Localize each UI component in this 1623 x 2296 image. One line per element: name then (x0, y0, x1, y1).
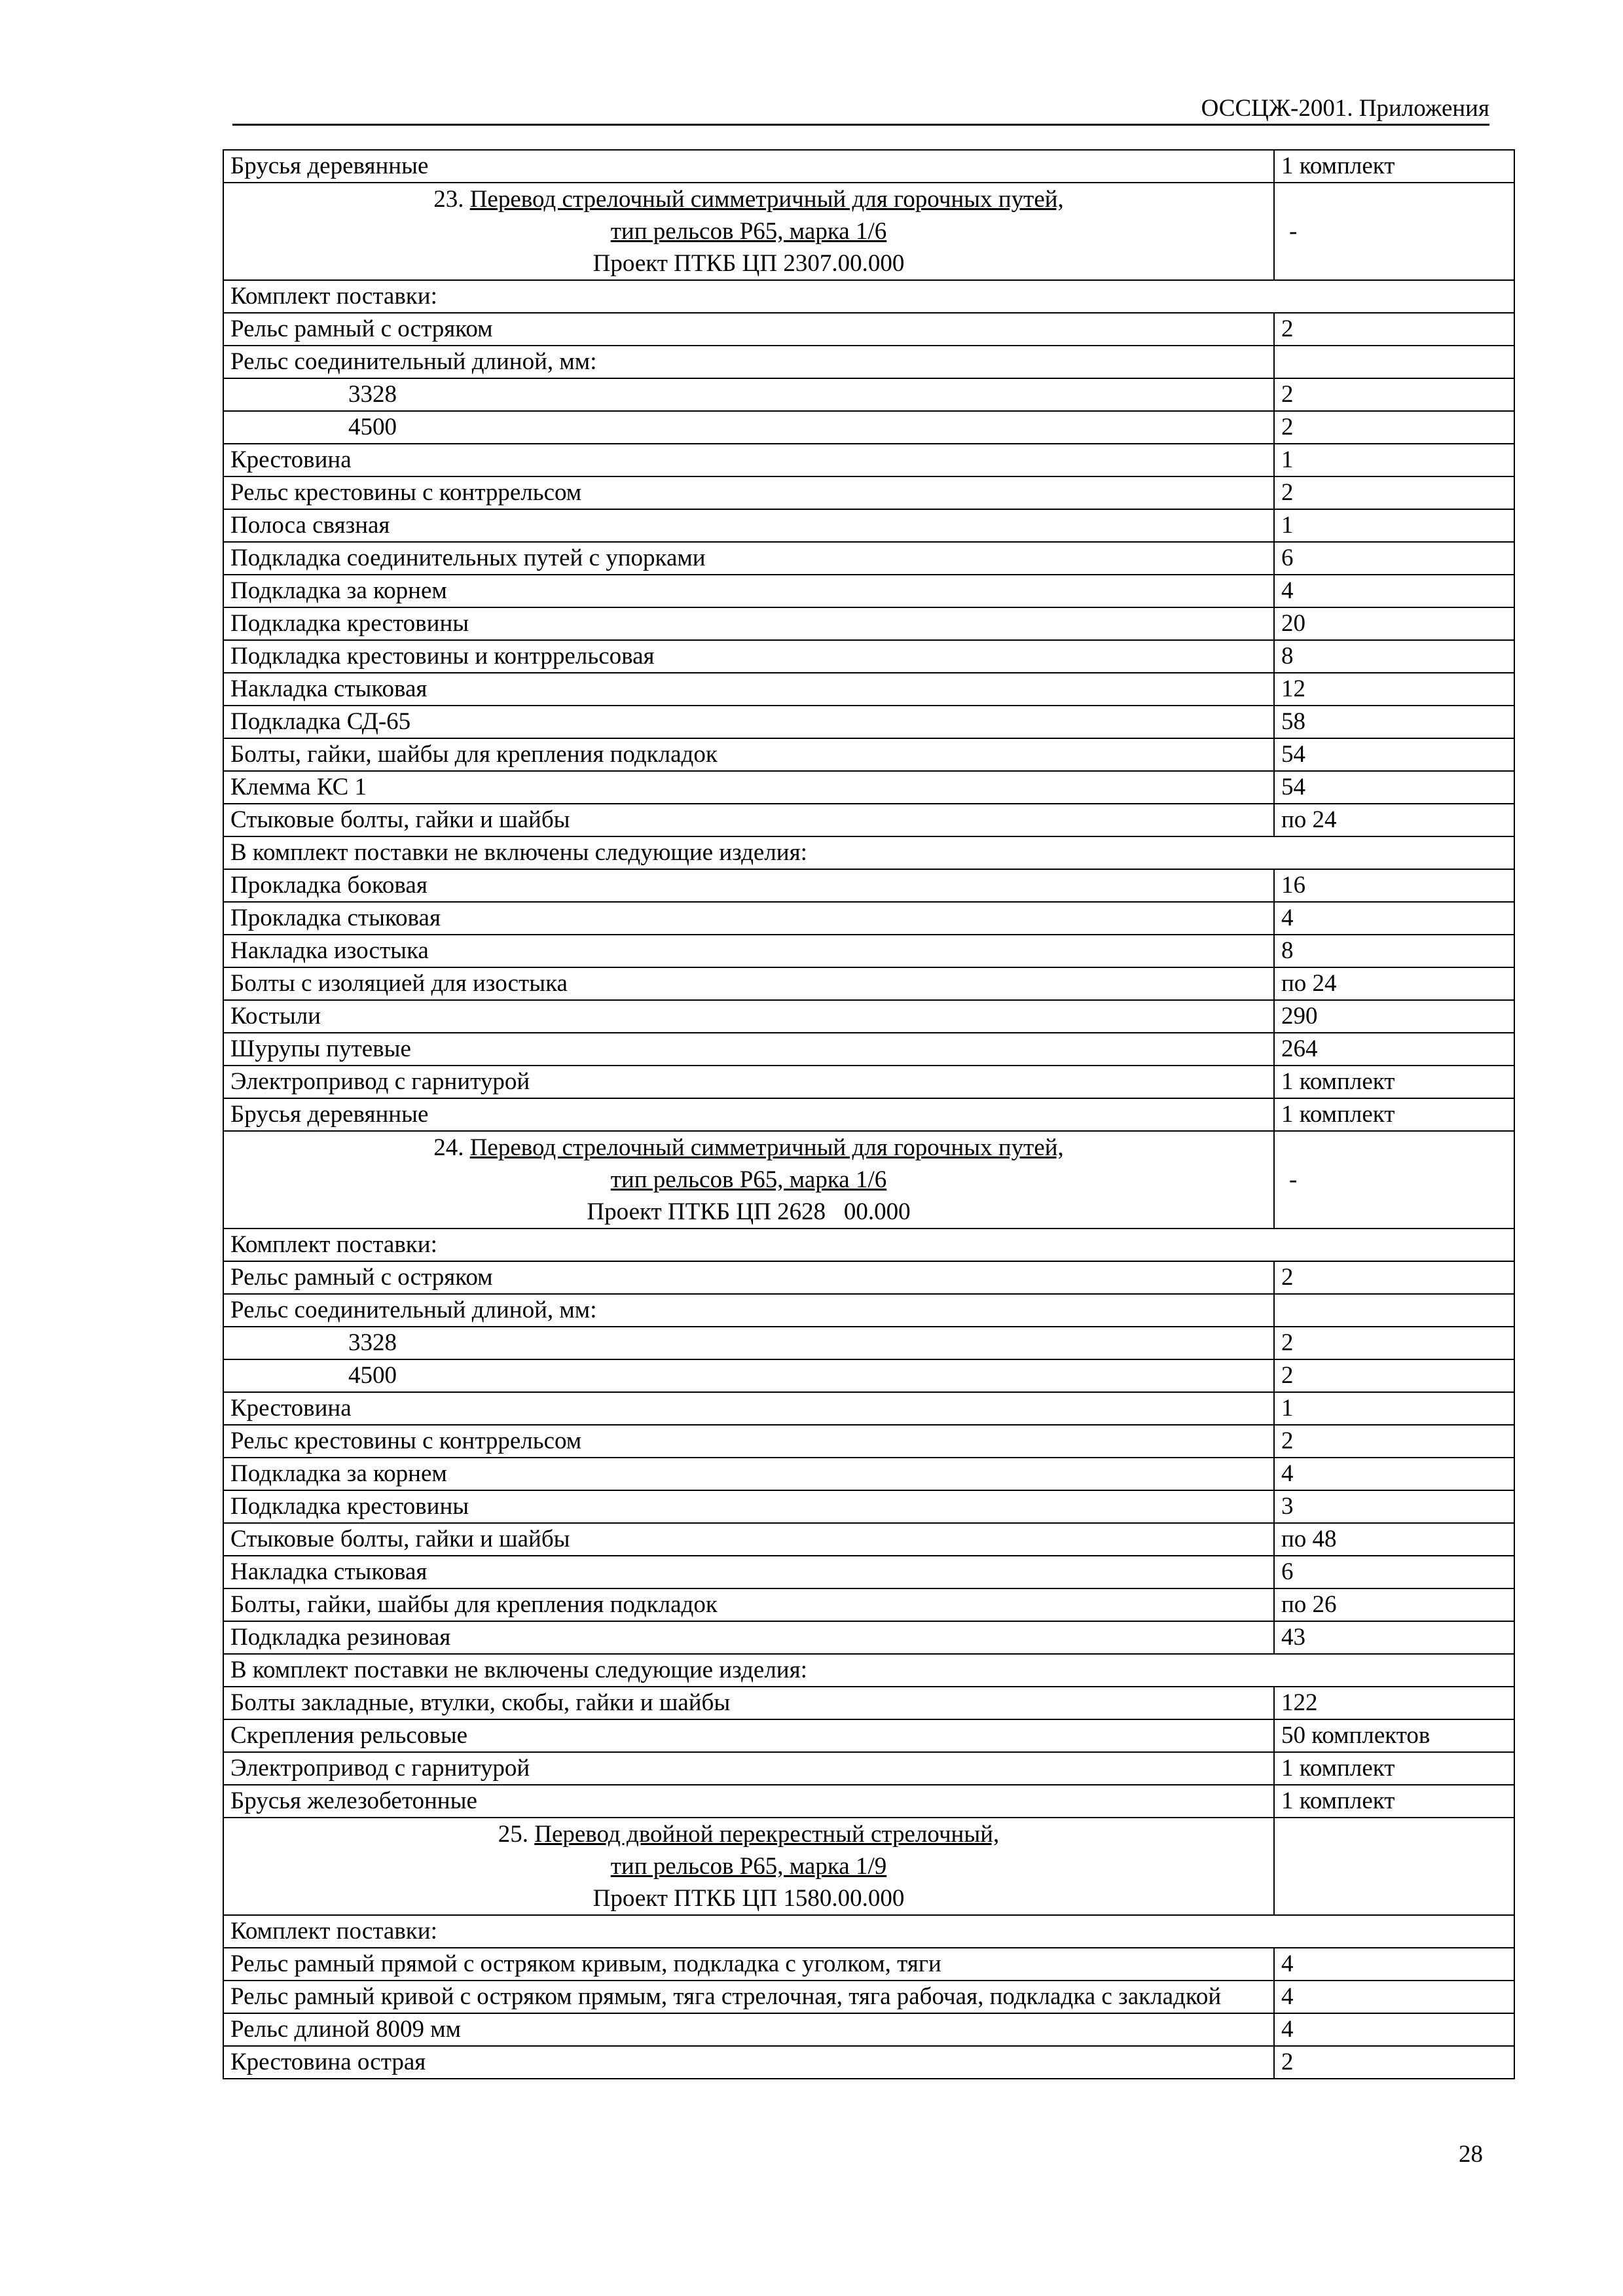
table-row (223, 1458, 1514, 1490)
section-project: Проект ПТКБ ЦП 1580.00.000 (593, 1885, 905, 1912)
table-row (223, 313, 1514, 346)
section-title (223, 183, 1274, 280)
item-value: 4 (1274, 1458, 1514, 1490)
table-row (223, 1981, 1514, 2013)
item-label: Брусья деревянные (223, 1098, 1274, 1131)
item-value: 2 (1274, 1261, 1514, 1294)
table-row (223, 1752, 1514, 1785)
item-value: 4 (1274, 1981, 1514, 2013)
section-title-row (223, 1818, 1514, 1915)
section-title-line2: тип рельсов Р65, марка 1/6 (610, 218, 887, 245)
item-label: Рельс рамный кривой с остряком прямым, тяга стрелочная, тяга рабочая, подкладка с закладкой (223, 1981, 1274, 2013)
item-label: Болты закладные, втулки, скобы, гайки и шайбы (223, 1687, 1274, 1719)
item-label: Рельс рамный с остряком (223, 1261, 1274, 1294)
item-label: Рельс длиной 8009 мм (223, 2013, 1274, 2046)
table-row (223, 1359, 1514, 1392)
table-row (223, 1719, 1514, 1752)
item-value: 6 (1274, 542, 1514, 575)
item-label: Подкладка резиновая (223, 1621, 1274, 1654)
table-row (223, 1556, 1514, 1588)
item-label: Крестовина острая (223, 2046, 1274, 2079)
section-title-line2: тип рельсов Р65, марка 1/9 (610, 1853, 887, 1880)
kit-header: Комплект поставки: (223, 1915, 1514, 1948)
item-value: 6 (1274, 1556, 1514, 1588)
length-label: 3328 (223, 378, 1274, 411)
item-label: Брусья деревянные (223, 150, 1274, 183)
item-value: 12 (1274, 673, 1514, 706)
table-row (223, 1098, 1514, 1131)
section-value: - (1274, 1131, 1514, 1229)
item-label: Электропривод с гарнитурой (223, 1066, 1274, 1098)
table-row (223, 1261, 1514, 1294)
item-value: 8 (1274, 640, 1514, 673)
item-value (1274, 1294, 1514, 1327)
table-row (223, 1425, 1514, 1458)
section-value: - (1274, 183, 1514, 280)
item-label: Электропривод с гарнитурой (223, 1752, 1274, 1785)
page-number: 28 (1459, 2141, 1483, 2168)
item-label: Прокладка стыковая (223, 902, 1274, 935)
table-row (223, 640, 1514, 673)
item-value: 2 (1274, 378, 1514, 411)
section-number: 25. (498, 1821, 528, 1848)
item-value: 290 (1274, 1000, 1514, 1033)
section-title-line2: тип рельсов Р65, марка 1/6 (610, 1166, 887, 1193)
item-label: Брусья железобетонные (223, 1785, 1274, 1818)
length-label: 4500 (223, 1359, 1274, 1392)
section-title-line1: Перевод двойной перекрестный стрелочный, (534, 1821, 1000, 1848)
item-label: Накладка стыковая (223, 673, 1274, 706)
excluded-header-row (223, 1654, 1514, 1687)
item-value: 1 (1274, 1392, 1514, 1425)
table-row (223, 967, 1514, 1000)
item-value: 1 комплект (1274, 1785, 1514, 1818)
item-value: 4 (1274, 2013, 1514, 2046)
kit-header: Комплект поставки: (223, 280, 1514, 313)
section-project: Проект ПТКБ ЦП 2307.00.000 (593, 250, 905, 277)
table-row (223, 542, 1514, 575)
item-label: Рельс крестовины с контррельсом (223, 476, 1274, 509)
item-value: 1 комплект (1274, 150, 1514, 183)
item-value: 2 (1274, 476, 1514, 509)
table-row (223, 1621, 1514, 1654)
section-number: 24. (433, 1134, 464, 1161)
item-label: Подкладка СД-65 (223, 706, 1274, 738)
item-value (1274, 346, 1514, 378)
excluded-header: В комплект поставки не включены следующие изделия: (223, 836, 1514, 869)
item-value: 1 комплект (1274, 1752, 1514, 1785)
item-label: Костыли (223, 1000, 1274, 1033)
item-value: 3 (1274, 1490, 1514, 1523)
table-row (223, 1523, 1514, 1556)
item-value: 1 комплект (1274, 1098, 1514, 1131)
item-label: Стыковые болты, гайки и шайбы (223, 804, 1274, 836)
item-label: Подкладка за корнем (223, 1458, 1274, 1490)
table-row (223, 575, 1514, 607)
item-label: Болты с изоляцией для изостыка (223, 967, 1274, 1000)
kit-header-row (223, 280, 1514, 313)
table-row (223, 1588, 1514, 1621)
item-label: Подкладка крестовины и контррельсовая (223, 640, 1274, 673)
table-row (223, 1294, 1514, 1327)
table-row (223, 771, 1514, 804)
item-value: 2 (1274, 1425, 1514, 1458)
table-row (223, 346, 1514, 378)
section-title-line1: Перевод стрелочный симметричный для горочных путей, (469, 1134, 1064, 1161)
table-row (223, 673, 1514, 706)
section-title (223, 1818, 1274, 1915)
item-value: 2 (1274, 1327, 1514, 1359)
table-row (223, 1785, 1514, 1818)
item-label: Прокладка боковая (223, 869, 1274, 902)
item-label: Клемма КС 1 (223, 771, 1274, 804)
item-value: 4 (1274, 575, 1514, 607)
item-label: Рельс крестовины с контррельсом (223, 1425, 1274, 1458)
table-row (223, 1490, 1514, 1523)
item-value: по 26 (1274, 1588, 1514, 1621)
item-value: 58 (1274, 706, 1514, 738)
page-header (232, 92, 1489, 126)
item-value: 16 (1274, 869, 1514, 902)
item-label: Болты, гайки, шайбы для крепления подкладок (223, 1588, 1274, 1621)
item-label: Подкладка соединительных путей с упорками (223, 542, 1274, 575)
length-label: 3328 (223, 1327, 1274, 1359)
item-value: 1 (1274, 444, 1514, 476)
item-value: 1 (1274, 509, 1514, 542)
item-label: Рельс рамный прямой с остряком кривым, подкладка с уголком, тяги (223, 1948, 1274, 1981)
table-row (223, 1948, 1514, 1981)
item-value: 4 (1274, 1948, 1514, 1981)
item-label: Болты, гайки, шайбы для крепления подкладок (223, 738, 1274, 771)
item-value: 1 комплект (1274, 1066, 1514, 1098)
item-label: Подкладка крестовины (223, 607, 1274, 640)
item-label: Полоса связная (223, 509, 1274, 542)
table-row (223, 902, 1514, 935)
item-value: 2 (1274, 1359, 1514, 1392)
item-label: Крестовина (223, 444, 1274, 476)
table-row (223, 1687, 1514, 1719)
section-title-line1: Перевод стрелочный симметричный для горочных путей, (469, 186, 1064, 213)
table-row (223, 476, 1514, 509)
item-value: по 24 (1274, 967, 1514, 1000)
item-label: Рельс рамный с остряком (223, 313, 1274, 346)
section-value (1274, 1818, 1514, 1915)
item-label: Подкладка крестовины (223, 1490, 1274, 1523)
table-row (223, 2013, 1514, 2046)
item-value: 122 (1274, 1687, 1514, 1719)
item-label: Рельс соединительный длиной, мм: (223, 346, 1274, 378)
item-label: Крестовина (223, 1392, 1274, 1425)
section-number: 23. (433, 186, 464, 213)
table-row (223, 706, 1514, 738)
item-value: 50 комплектов (1274, 1719, 1514, 1752)
section-project: Проект ПТКБ ЦП 2628 00.000 (587, 1198, 911, 1225)
item-value: 43 (1274, 1621, 1514, 1654)
item-label: Накладка стыковая (223, 1556, 1274, 1588)
table-row (223, 1033, 1514, 1066)
table-row (223, 509, 1514, 542)
item-value: 20 (1274, 607, 1514, 640)
table-row (223, 444, 1514, 476)
item-value: по 48 (1274, 1523, 1514, 1556)
item-label: Накладка изостыка (223, 935, 1274, 967)
kit-header-row (223, 1915, 1514, 1948)
table-row (223, 378, 1514, 411)
table-row (223, 1066, 1514, 1098)
item-value: по 24 (1274, 804, 1514, 836)
table-row (223, 1000, 1514, 1033)
table-row (223, 1327, 1514, 1359)
table-row (223, 869, 1514, 902)
table-row (223, 935, 1514, 967)
section-title-row (223, 183, 1514, 280)
table-row (223, 607, 1514, 640)
item-value: 54 (1274, 771, 1514, 804)
item-value: 8 (1274, 935, 1514, 967)
section-title-row (223, 1131, 1514, 1229)
item-value: 4 (1274, 902, 1514, 935)
item-value: 54 (1274, 738, 1514, 771)
table-row (223, 804, 1514, 836)
item-value: 2 (1274, 2046, 1514, 2079)
item-value: 2 (1274, 313, 1514, 346)
specification-table (223, 149, 1515, 2079)
table-row (223, 2046, 1514, 2079)
item-label: Шурупы путевые (223, 1033, 1274, 1066)
kit-header-row (223, 1229, 1514, 1261)
excluded-header-row (223, 836, 1514, 869)
item-value: 2 (1274, 411, 1514, 444)
table-row (223, 150, 1514, 183)
item-label: Рельс соединительный длиной, мм: (223, 1294, 1274, 1327)
item-label: Подкладка за корнем (223, 575, 1274, 607)
kit-header: Комплект поставки: (223, 1229, 1514, 1261)
length-label: 4500 (223, 411, 1274, 444)
item-value: 264 (1274, 1033, 1514, 1066)
excluded-header: В комплект поставки не включены следующие изделия: (223, 1654, 1514, 1687)
table-row (223, 411, 1514, 444)
header-title: ОССЦЖ-2001. Приложения (1201, 95, 1489, 122)
section-title (223, 1131, 1274, 1229)
table-row (223, 738, 1514, 771)
table-row (223, 1392, 1514, 1425)
item-label: Скрепления рельсовые (223, 1719, 1274, 1752)
item-label: Стыковые болты, гайки и шайбы (223, 1523, 1274, 1556)
